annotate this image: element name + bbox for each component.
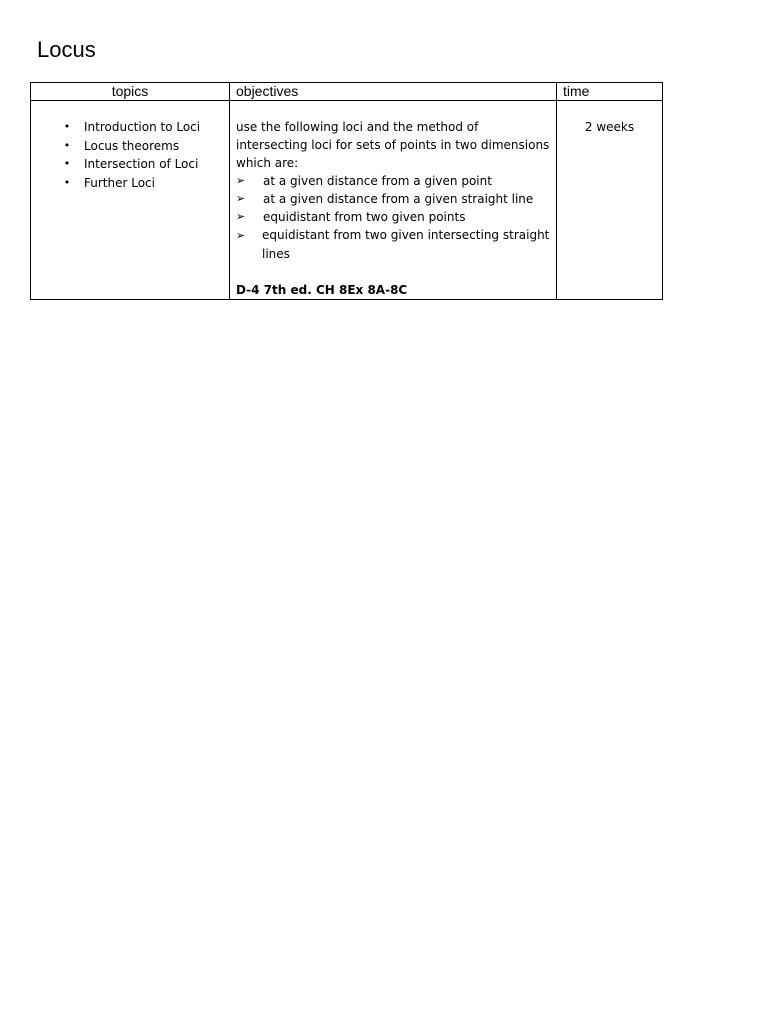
objective-item [236, 226, 550, 263]
scheme-of-work-table [30, 82, 663, 300]
table-row [31, 101, 663, 300]
objectives-list [236, 172, 550, 263]
objectives-cell [230, 101, 557, 300]
objective-item [236, 172, 550, 190]
bullet-icon: • [63, 157, 71, 170]
objective-item [236, 190, 550, 208]
objective-item [236, 208, 550, 226]
objective-label: at a given distance from a given point [263, 174, 492, 188]
objective-label: equidistant from two given intersecting straight lines [262, 228, 550, 261]
topic-item [31, 118, 229, 137]
topic-item [31, 155, 229, 174]
header-objectives: objectives [230, 83, 557, 101]
textbook-reference: D-4 7th ed. CH 8Ex 8A-8C [236, 283, 408, 297]
arrow-bullet-icon: ➢ [236, 210, 246, 223]
topic-label: Intersection of Loci [84, 157, 199, 171]
table-header-row [31, 83, 663, 101]
topic-list [31, 118, 229, 192]
page-title: Locus [37, 37, 96, 62]
topic-item [31, 174, 229, 193]
topic-label: Locus theorems [84, 138, 180, 153]
header-topics: topics [31, 83, 230, 101]
bullet-icon: • [63, 175, 71, 189]
time-value: 2 weeks [584, 120, 635, 134]
topic-item [31, 137, 229, 156]
time-cell [557, 101, 663, 300]
header-time: time [557, 83, 663, 101]
arrow-bullet-icon: ➢ [236, 192, 246, 205]
objectives-intro: use the following loci and the method of intersecting loci for sets of points in two dimensions which are: [236, 120, 550, 170]
arrow-bullet-icon: ➢ [236, 174, 246, 187]
arrow-bullet-icon: ➢ [236, 229, 246, 242]
topic-label: Introduction to Loci [84, 120, 201, 134]
bullet-icon: • [63, 138, 71, 152]
objective-label: equidistant from two given points [263, 210, 466, 224]
topics-cell [31, 101, 230, 300]
bullet-icon: • [63, 120, 71, 133]
topic-label: Further Loci [84, 175, 155, 190]
objective-label: at a given distance from a given straight line [263, 192, 534, 206]
